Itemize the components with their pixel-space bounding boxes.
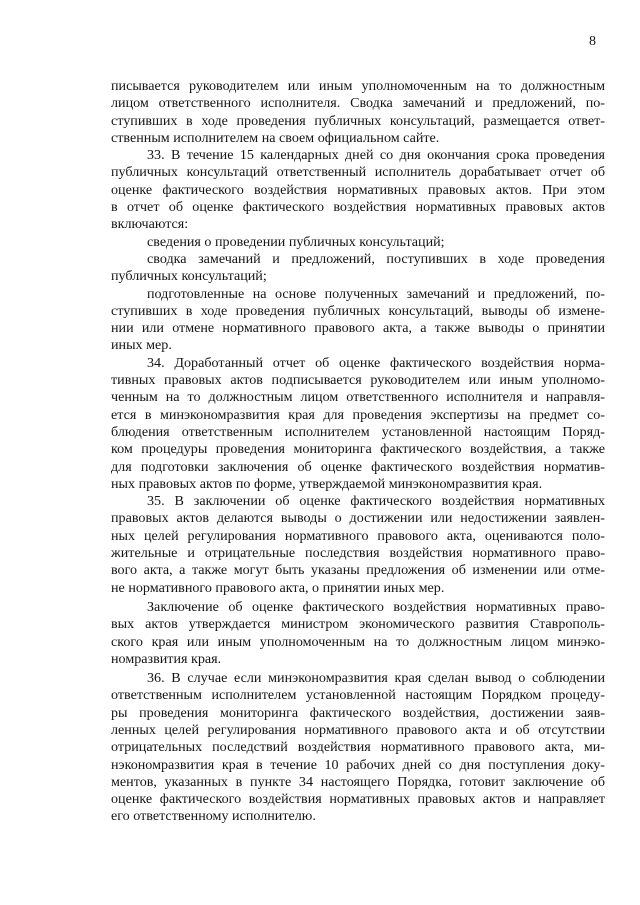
text-line: оценке фактического воздействия нормативных правовых актов и направляет (111, 791, 605, 808)
text-line: ры проведения мониторинга фактического воздействия, достижении заяв- (111, 704, 605, 721)
text-line: блюдения ответственным исполнителем установленной настоящим Поряд- (111, 423, 605, 440)
text-line: лицом ответственного исполнителя. Сводка замечаний и предложений, по- (111, 95, 605, 112)
text-line: ментов, указанных в пункте 34 настоящего Порядка, готовит заключение об (111, 773, 605, 790)
text-line: 36. В случае если минэкономразвития края сделан вывод о соблюдении (147, 670, 605, 687)
text-line: его ответственному исполнителю. (111, 808, 316, 825)
text-line: нэкономразвития края в течение 10 рабочих дней со дня поступления доку- (111, 756, 605, 773)
text-line: 35. В заключении об оценке фактического воздействия нормативных (147, 493, 605, 510)
text-line: не нормативного правового акта, о принятии иных мер. (111, 579, 445, 596)
text-line: ского края или иным уполномоченным на то должностным лицом минэко- (111, 633, 605, 650)
text-line: сводка замечаний и предложений, поступивших в ходе проведения (147, 250, 605, 267)
text-line: для подготовки заключения об оценке фактического воздействия норматив- (111, 458, 605, 475)
text-line: вых актов утверждается министром экономического развития Ставрополь- (111, 616, 605, 633)
text-line: ступивших в ходе проведения публичных консультаций, выводы об измене- (111, 302, 605, 319)
text-line: ответственным исполнителем установленной настоящим Порядком процеду- (111, 687, 605, 704)
text-line: ных целей регулирования нормативного правового акта, оцениваются поло- (111, 527, 605, 544)
text-line: номразвития края. (111, 650, 222, 667)
text-line: сведения о проведении публичных консультаций; (147, 233, 445, 250)
text-line: ленных целей регулирования нормативного правового акта и об отсутствии (111, 721, 605, 738)
text-line: подготовленные на основе полученных замечаний и предложений, по- (147, 285, 605, 302)
text-line: ных правовых актов по форме, утверждаемой минэкономразвития края. (111, 475, 543, 492)
text-line: 33. В течение 15 календарных дней со дня окончания срока проведения (147, 147, 605, 164)
text-line: тивных правовых актов подписывается руководителем или иным уполномо- (111, 372, 605, 389)
text-line: ступивших в ходе проведения публичных консультаций, размещается ответ- (111, 112, 605, 129)
text-line: публичных консультаций; (111, 268, 267, 285)
text-line: 34. Доработанный отчет об оценке фактического воздействия норма- (147, 354, 605, 371)
text-line: жительные и отрицательные последствия воздействия нормативного право- (111, 545, 605, 562)
text-line: в отчет об оценке фактического воздействия нормативных правовых актов (111, 199, 605, 216)
text-line: иных мер. (111, 337, 172, 354)
text-line: оценке фактического воздействия нормативных правовых актов. При этом (111, 181, 605, 198)
text-line: правовых актов делаются выводы о достижении или недостижении заявлен- (111, 510, 605, 527)
text-line: вого акта, а также могут быть указаны предложения об изменении или отме- (111, 562, 605, 579)
text-line: писывается руководителем или иным уполномоченным на то должностным (111, 78, 605, 94)
text-line: включаются: (111, 216, 189, 233)
text-line: нии или отмене нормативного правового акта, а также выводы о принятии (111, 320, 605, 337)
text-line: Заключение об оценке фактического воздействия нормативных право- (147, 598, 605, 615)
text-line: ченным на то должностным лицом ответственного исполнителя и направля- (111, 389, 605, 406)
document-body (111, 78, 605, 826)
text-line: отрицательных последствий воздействия нормативного правового акта, ми- (111, 739, 605, 756)
text-line: ственным исполнителем на своем официальном сайте. (111, 129, 440, 146)
page-number: 8 (589, 34, 596, 49)
text-line: ком процедуры проведения мониторинга фактического воздействия, а также (111, 441, 605, 458)
text-line: ется в минэкономразвития края для проведения экспертизы на предмет со- (111, 406, 605, 423)
text-line: публичных консультаций ответственный исполнитель дорабатывает отчет об (111, 164, 605, 181)
